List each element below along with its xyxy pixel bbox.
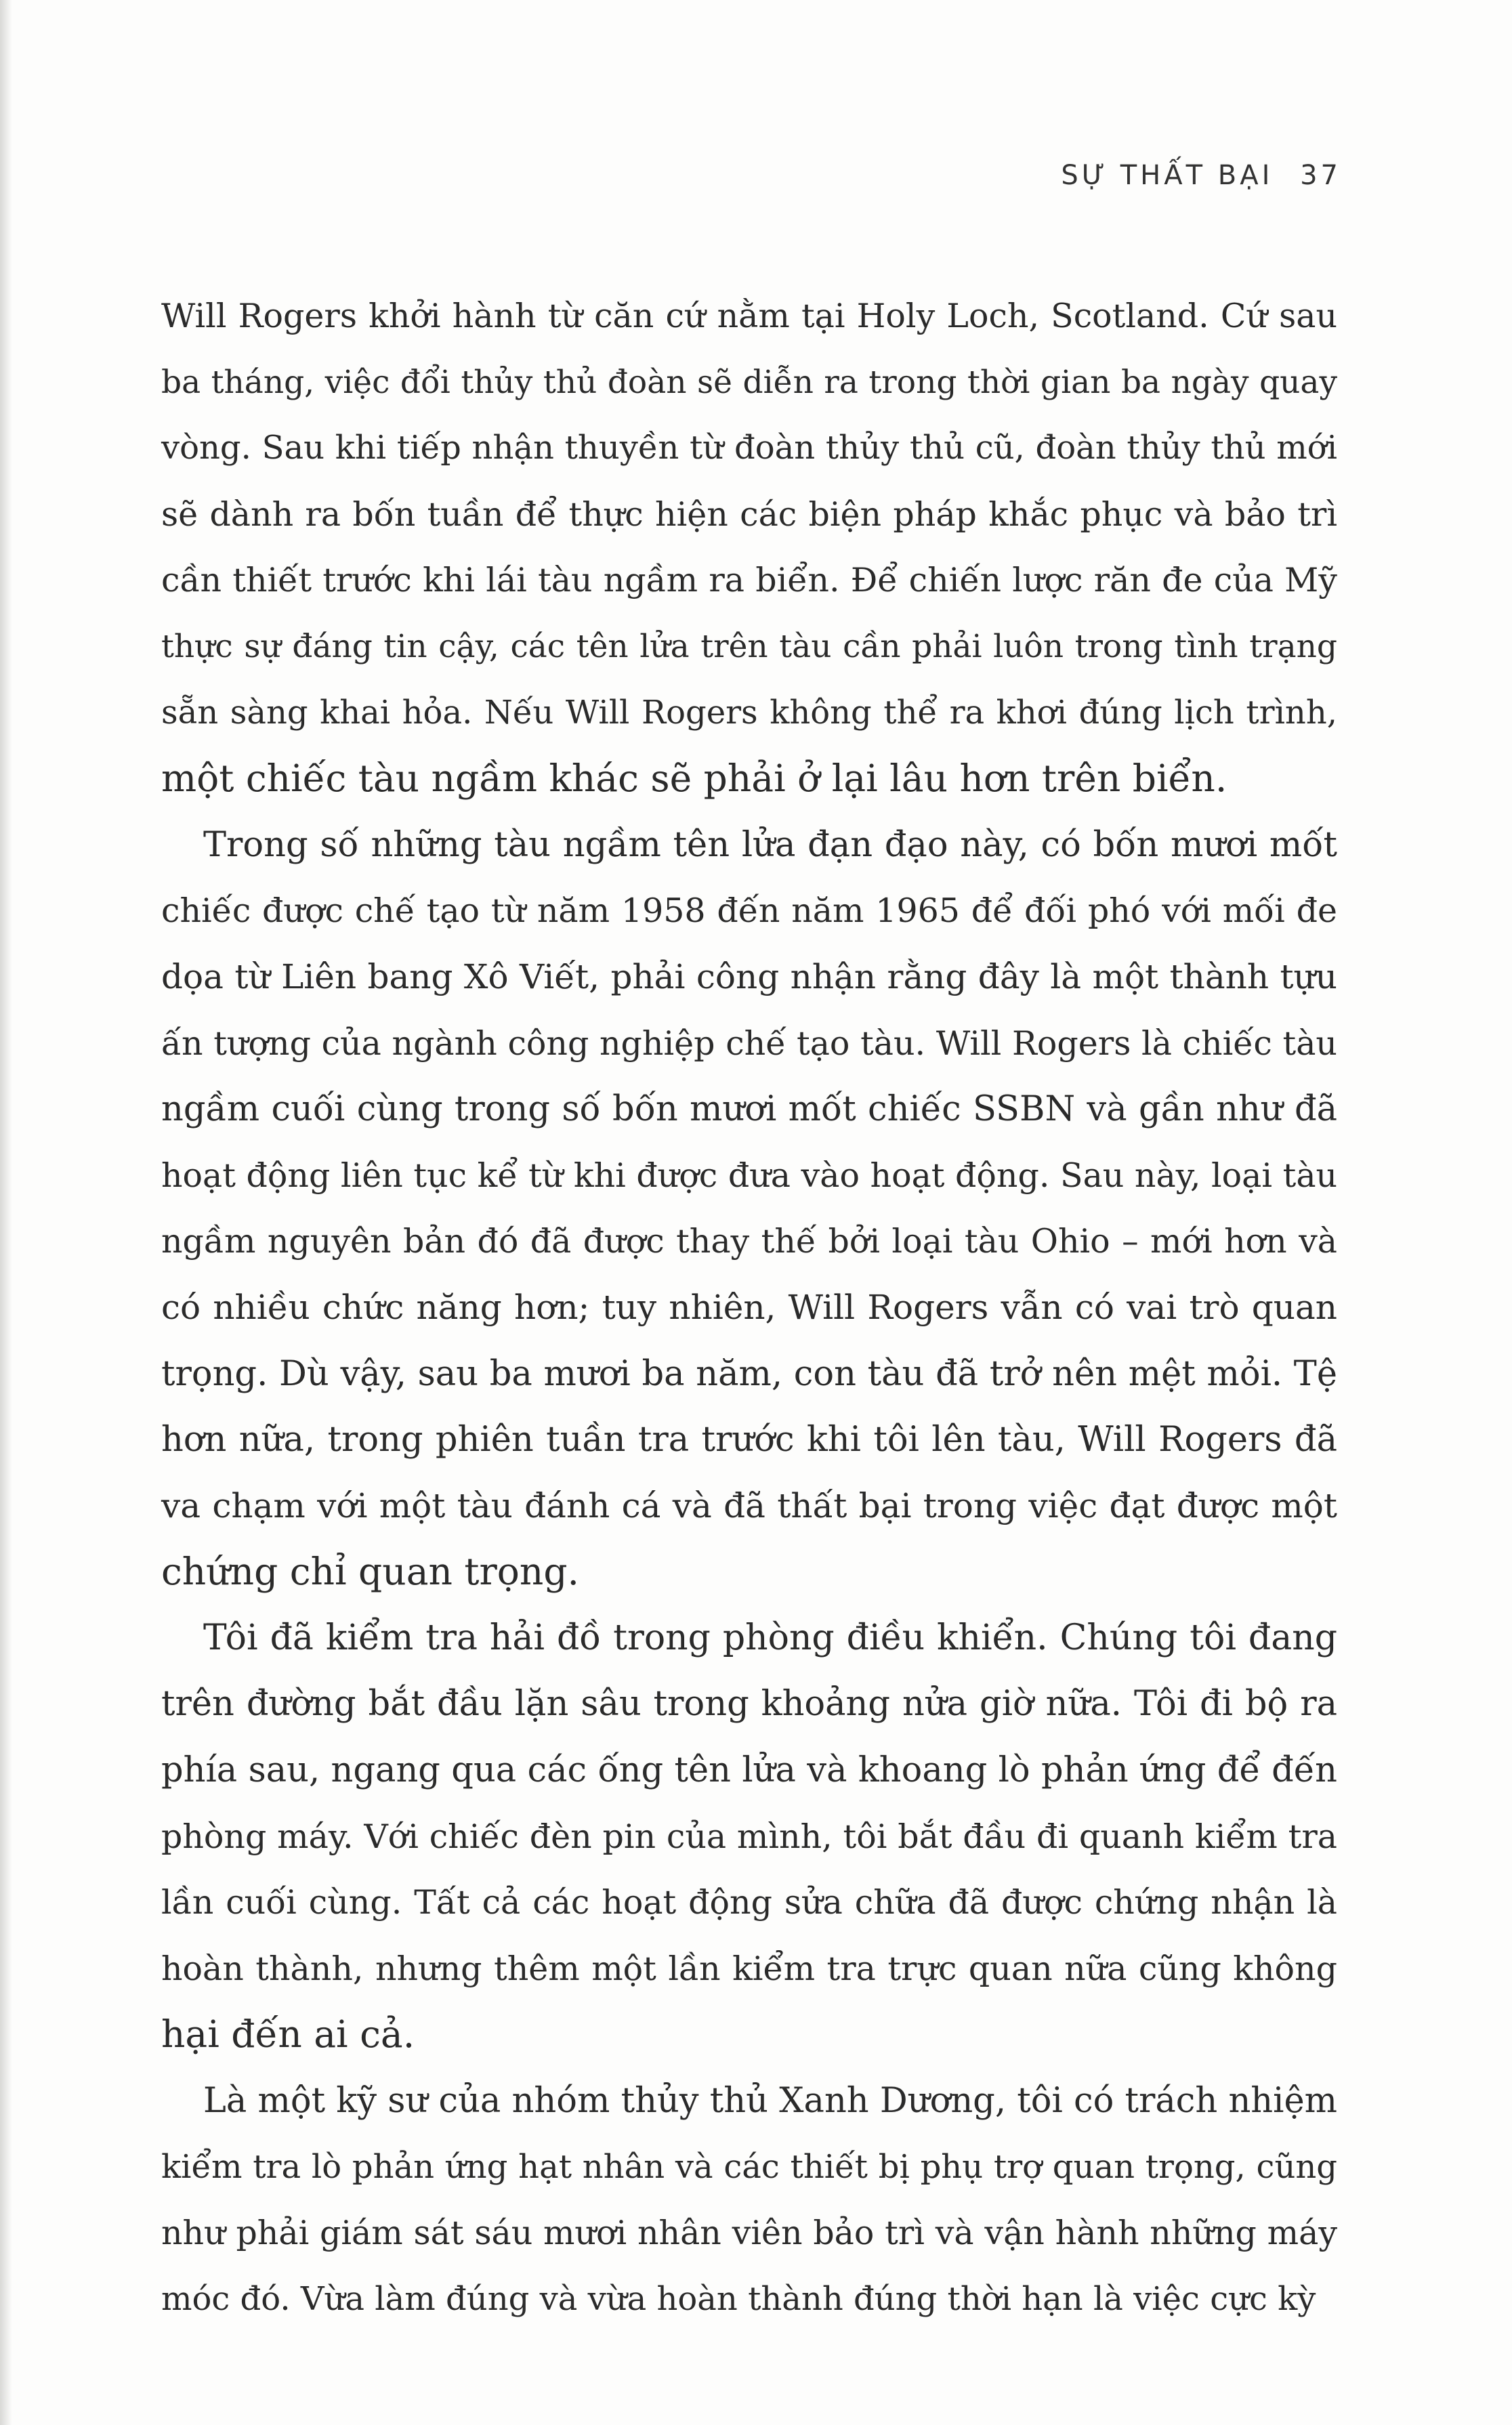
text-line: chiếc được chế tạo từ năm 1958 đến năm 1965 để đối phó với mối đe [161, 891, 1337, 931]
text-line: kiểm tra lò phản ứng hạt nhân và các thiết bị phụ trợ quan trọng, cũng [161, 2147, 1337, 2186]
text-line: hơn nữa, trong phiên tuần tra trước khi tôi lên tàu, Will Rogers đã [161, 1420, 1337, 1460]
text-line: Là một kỹ sư của nhóm thủy thủ Xanh Dương, tôi có trách nhiệm [203, 2081, 1337, 2122]
paragraph [161, 1605, 1337, 2068]
text-line: sẽ dành ra bốn tuần để thực hiện các biện pháp khắc phục và bảo trì [161, 494, 1337, 534]
text-line: có nhiều chức năng hơn; tuy nhiên, Will Rogers vẫn có vai trò quan [161, 1287, 1337, 1327]
text-line: Tôi đã kiểm tra hải đồ trong phòng điều khiển. Chúng tôi đang [203, 1617, 1337, 1658]
text-line: vòng. Sau khi tiếp nhận thuyền từ đoàn thủy thủ cũ, đoàn thủy thủ mới [161, 429, 1337, 467]
page-number: 37 [1300, 160, 1341, 191]
text-line: hại đến ai cả. [161, 2012, 415, 2057]
text-line: ấn tượng của ngành công nghiệp chế tạo tàu. Will Rogers là chiếc tàu [161, 1024, 1337, 1063]
paragraph [161, 812, 1337, 1605]
text-line: trọng. Dù vậy, sau ba mươi ba năm, con tàu đã trở nên mệt mỏi. Tệ [161, 1353, 1337, 1394]
text-line: Trong số những tàu ngầm tên lửa đạn đạo này, có bốn mươi mốt [203, 824, 1337, 865]
text-line: chứng chỉ quan trọng. [161, 1550, 580, 1594]
text-line: lần cuối cùng. Tất cả các hoạt động sửa chữa đã được chứng nhận là [161, 1883, 1337, 1922]
paragraph [161, 2068, 1337, 2332]
running-header [1061, 160, 1341, 191]
text-line: va chạm với một tàu đánh cá và đã thất bại trong việc đạt được một [161, 1485, 1337, 1525]
text-line: dọa từ Liên bang Xô Viết, phải công nhận rằng đây là một thành tựu [161, 956, 1337, 996]
paragraph [161, 283, 1337, 812]
text-line: cần thiết trước khi lái tàu ngầm ra biển. Để chiến lược răn đe của Mỹ [161, 561, 1337, 600]
text-line: ba tháng, việc đổi thủy thủ đoàn sẽ diễn ra trong thời gian ba ngày quay [161, 363, 1337, 401]
text-line: hoạt động liên tục kể từ khi được đưa vào hoạt động. Sau này, loại tàu [161, 1156, 1338, 1195]
text-line: sẵn sàng khai hỏa. Nếu Will Rogers không thể ra khơi đúng lịch trình, [161, 693, 1337, 732]
text-line: ngầm nguyên bản đó đã được thay thế bởi loại tàu Ohio – mới hơn và [161, 1222, 1337, 1261]
text-line: Will Rogers khởi hành từ căn cứ nằm tại Holy Loch, Scotland. Cứ sau [161, 297, 1337, 335]
text-line: thực sự đáng tin cậy, các tên lửa trên tàu cần phải luôn trong tình trạng [161, 627, 1337, 665]
text-line: một chiếc tàu ngầm khác sẽ phải ở lại lâu hơn trên biển. [161, 757, 1227, 801]
text-line: móc đó. Vừa làm đúng và vừa hoàn thành đúng thời hạn là việc cực kỳ [161, 2279, 1316, 2318]
text-line: trên đường bắt đầu lặn sâu trong khoảng nửa giờ nữa. Tôi đi bộ ra [161, 1684, 1337, 1725]
text-line: như phải giám sát sáu mươi nhân viên bảo trì và vận hành những máy [161, 2214, 1337, 2253]
body-text [161, 283, 1337, 2332]
text-line: phòng máy. Với chiếc đèn pin của mình, tôi bắt đầu đi quanh kiểm tra [161, 1817, 1337, 1856]
text-line: phía sau, ngang qua các ống tên lửa và khoang lò phản ứng để đến [161, 1750, 1337, 1791]
text-line: ngầm cuối cùng trong số bốn mươi mốt chiếc SSBN và gần như đã [161, 1089, 1337, 1130]
chapter-title: SỰ THẤT BẠI [1061, 160, 1274, 191]
text-line: hoàn thành, nhưng thêm một lần kiểm tra trực quan nữa cũng không [161, 1949, 1337, 1988]
page-gutter-shadow [0, 0, 12, 2425]
